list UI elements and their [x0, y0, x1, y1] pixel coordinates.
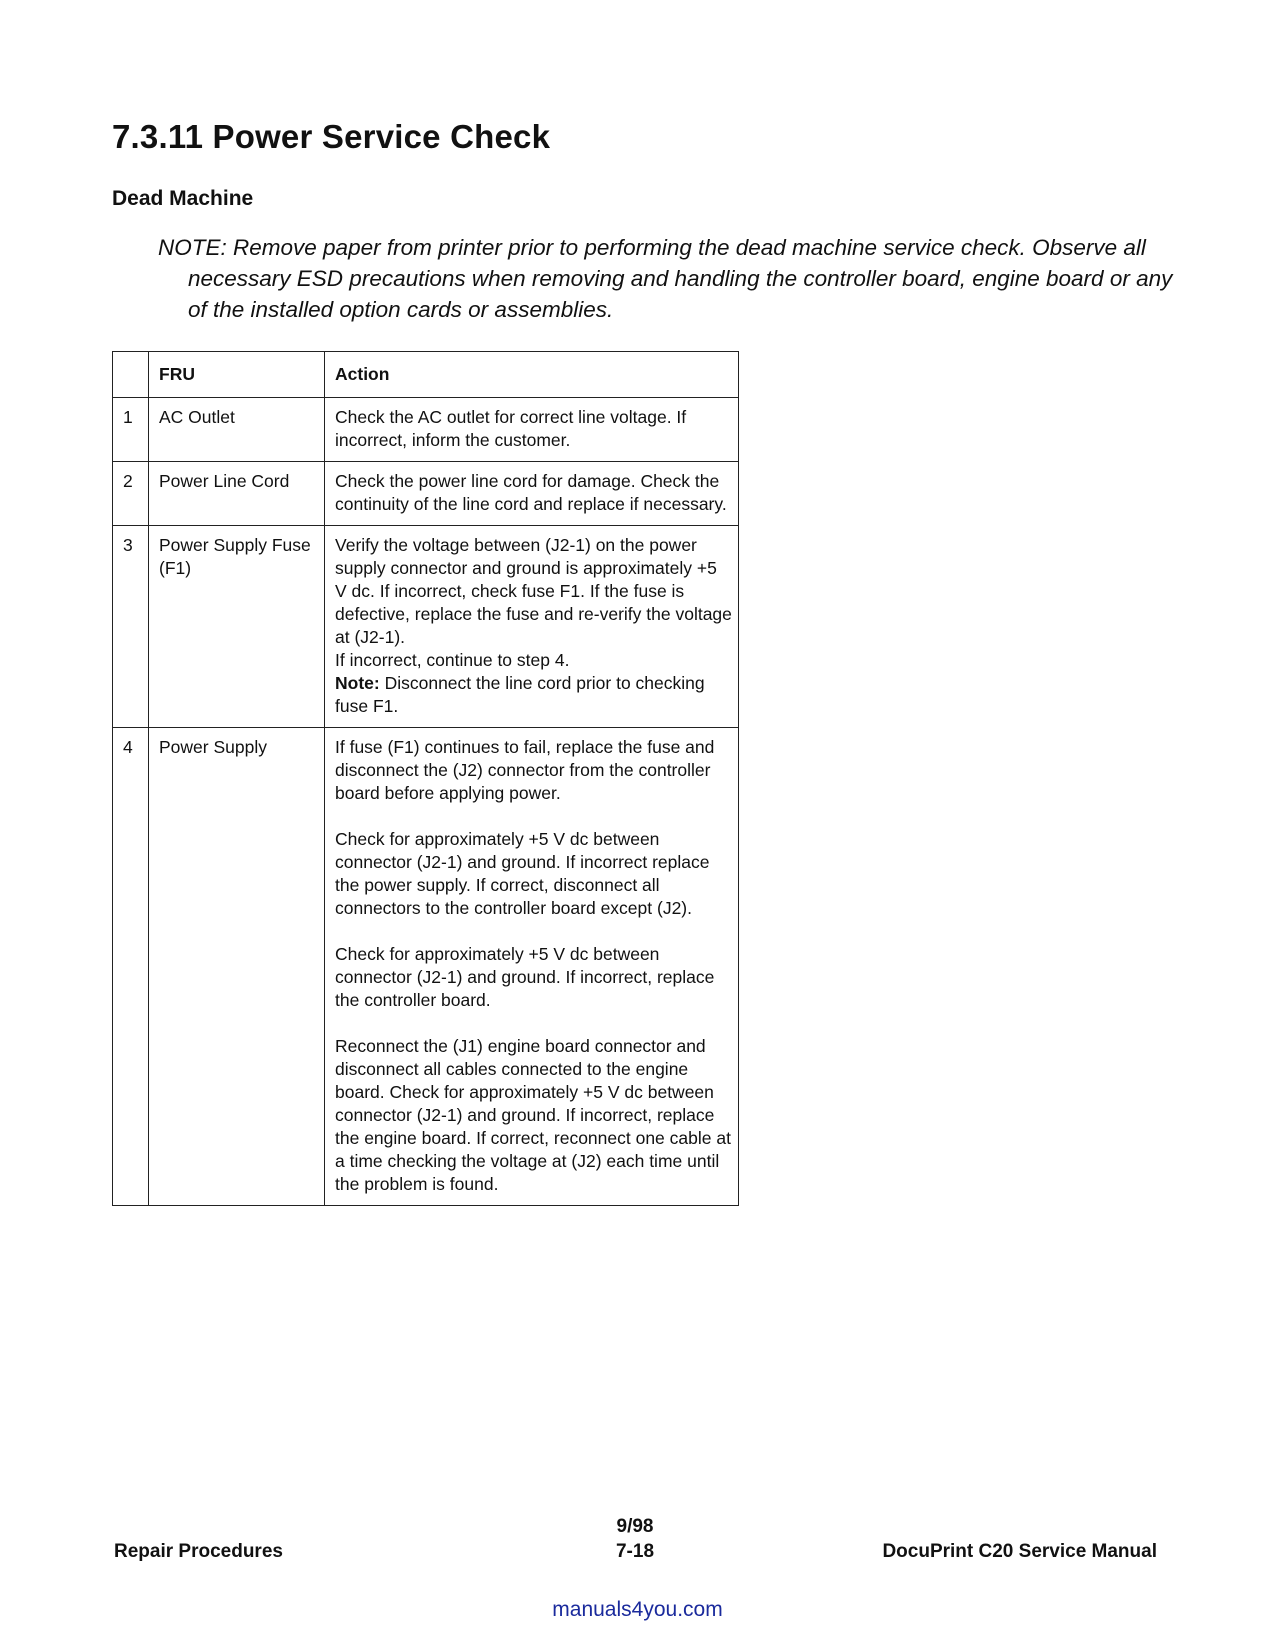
fru-cell: Power Supply: [149, 728, 325, 1206]
table-row: [113, 728, 739, 1206]
table-row: [113, 526, 739, 728]
step-number: 3: [113, 526, 149, 728]
header-step-number: [113, 352, 149, 398]
table-header-row: [113, 352, 739, 398]
note-label: Note:: [335, 673, 380, 693]
action-paragraph: Reconnect the (J1) engine board connector and disconnect all cables connected to the engine board. Check for approximately +5 V dc between connector (J2-1) and ground. If incorrect, replace the engine board. If correct, reconnect one cable at a time checking the voltage at (J2) each time until the problem is found.: [335, 1036, 731, 1194]
fru-action-table: [112, 351, 739, 1206]
fru-cell: Power Line Cord: [149, 462, 325, 526]
action-cell: [325, 728, 739, 1206]
esd-note: NOTE: Remove paper from printer prior to performing the dead machine service check. Observe all necessary ESD precautions when removing and handling the controller board, engine board or any of the installed option cards or assemblies.: [158, 235, 1173, 322]
action-paragraph: Check for approximately +5 V dc between connector (J2-1) and ground. If incorrect replace the power supply. If correct, disconnect all connectors to the controller board except (J2).: [335, 829, 710, 918]
watermark-link[interactable]: manuals4you.com: [552, 1598, 723, 1621]
footer-manual-title: DocuPrint C20 Service Manual: [882, 1541, 1157, 1562]
subsection-title: Dead Machine: [112, 187, 254, 210]
step-number: 4: [113, 728, 149, 1206]
action-note: [335, 672, 732, 718]
note-text: Disconnect the line cord prior to checking fuse F1.: [335, 673, 705, 716]
action-cell: Check the power line cord for damage. Check the continuity of the line cord and replace if necessary.: [325, 462, 739, 526]
table-row: [113, 398, 739, 462]
header-action: Action: [325, 352, 739, 398]
action-paragraph: Check for approximately +5 V dc between connector (J2-1) and ground. If incorrect, replace the controller board.: [335, 944, 715, 1010]
table-row: [113, 462, 739, 526]
action-cell: Check the AC outlet for correct line voltage. If incorrect, inform the customer.: [325, 398, 739, 462]
footer-page-number: 7-18: [615, 1541, 655, 1562]
action-paragraph: Verify the voltage between (J2-1) on the power supply connector and ground is approximately +5 V dc. If incorrect, check fuse F1. If the fuse is defective, replace the fuse and re-verify the voltage at (J2-1).: [335, 535, 732, 647]
fru-cell: AC Outlet: [149, 398, 325, 462]
footer-chapter: Repair Procedures: [114, 1541, 283, 1562]
header-fru: FRU: [149, 352, 325, 398]
action-paragraph: If fuse (F1) continues to fail, replace the fuse and disconnect the (J2) connector from the controller board before applying power.: [335, 737, 715, 803]
action-paragraph: If incorrect, continue to step 4.: [335, 650, 570, 670]
section-title: 7.3.11 Power Service Check: [112, 118, 551, 155]
step-number: 1: [113, 398, 149, 462]
action-cell: [325, 526, 739, 728]
footer-date: 9/98: [616, 1516, 654, 1537]
step-number: 2: [113, 462, 149, 526]
fru-cell: Power Supply Fuse (F1): [149, 526, 325, 728]
